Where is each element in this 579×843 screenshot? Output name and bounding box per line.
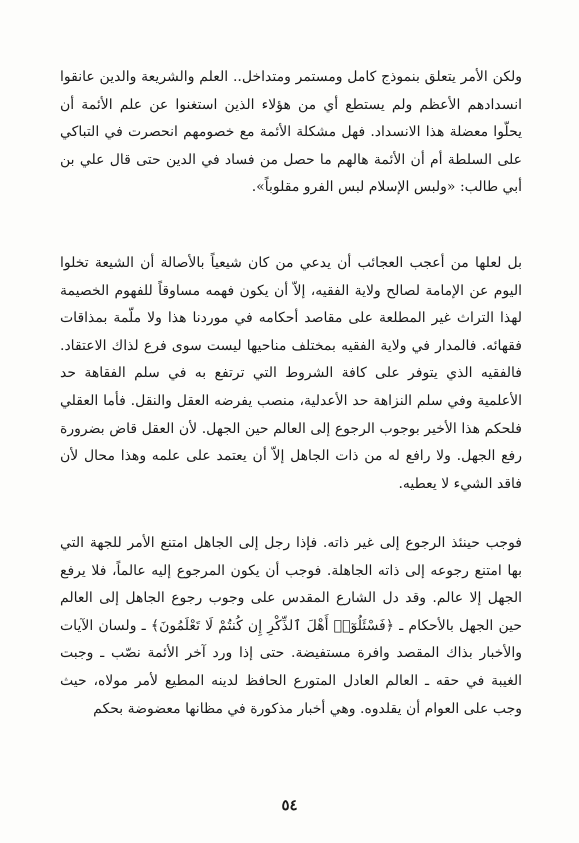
paragraph-3: فوجب حينئذ الرجوع إلى غير ذاته. فإذا رجل إلى الجاهل امتنع الأمر للجهة التي بها امتنع رجوعه إلى ذاته الجاهلة. فوجب أن يكون المرجوع إليه عالماً، فلا يرفع الجهل إلا عالم. وقد دل الشارع المقدس على وجوب رجوع الجاهل إلى العالم حين الجهل بالأحكام ـ ﴿فَسْئَلُوٓا۟ أَهْلَ ٱلذِّكْرِ إِن كُنتُمْ لَا تَعْلَمُونَ﴾ ـ ولسان الآيات والأخبار بذاك المقصد وافرة مستفيضة. حتى إذا ورد آخر الأئمة نصّب ـ وجبت الغيبة في حقه ـ العالم العادل المتورع الحافظ لدينه المطيع لأمر مولاه، حيث وجب على العوام أن يقلدوه. وهي أخبار مذكورة في مظانها معضوضة بحكم (60, 535, 522, 717)
page-number: ٥٤ (281, 796, 298, 814)
paragraph-2: بل لعلها من أعجب العجائب أن يدعي من كان شيعياً بالأصالة أن الشيعة تخلوا اليوم عن الإمامة لصالح ولاية الفقيه، إلاّ أن يكون فهمه مساوقاً للفهوم الخصيمة لهذا التراث غير المطلعة على مقاصد أحكامه في موردنا هذا ولا ملّمة بمذاقات فقهائه. فالمدار في ولاية الفقيه بمختلف مناحيها ليست سوى فرع لذاك الاعتقاد. فالفقيه الذي يتوفر على كافة الشروط التي ترتفع به في سلم الفقاهة حد الأعلمية وفي سلم النزاهة حد الأعدلية، منصب يفرضه العقل والنقل. فأما العقلي فلحكم هذا الأخير بوجوب الرجوع إلى العالم حين الجهل. لأن العقل قاض بضرورة رفع الجهل. ولا رافع له من ذات الجاهل إلاّ أن يعتمد على علمه وهذا محال لأن فاقد الشيء لا يعطيه. (60, 255, 522, 492)
paragraph-1: ولكن الأمر يتعلق بنموذج كامل ومستمر ومتداخل.. العلم والشريعة والدين عانقوا انسدادهم الأعظم ولم يستطع أي من هؤلاء الذين استغنوا عن علم الأئمة أن يحلّوا معضلة هذا الانسداد. فهل مشكلة الأئمة مع خصومهم انحصرت في التباكي على السلطة أم أن الأئمة هالهم ما حصل من فساد في الدين حتى قال علي بن أبي طالب: «ولبس الإسلام لبس الفرو مقلوباً». (60, 69, 522, 196)
